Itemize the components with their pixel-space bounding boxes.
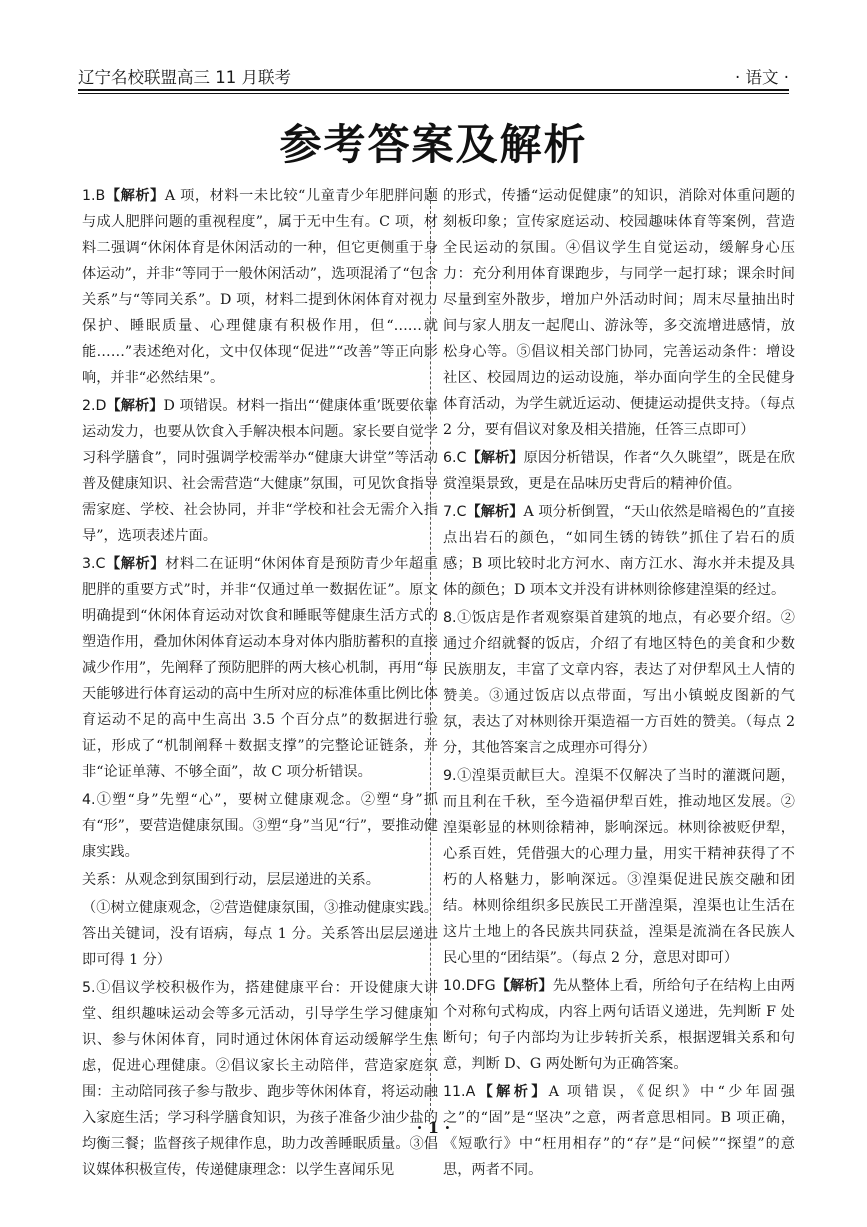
right-column xyxy=(443,183,795,1185)
answer-item: 5.①倡议学校积极作为，搭建健康平台：开设健康大讲堂、组织趣味运动会等多元活动，引导学生学习健康知识、参与休闲体育，同时通过休闲体育运动缓解学生焦虑，促进心理健康。②倡议家长主动陪伴，营造家庭氛围：主动陪同孩子参与散步、跑步等休闲体育，将运动融入家庭生活；学习科学膳食知识，为孩子准备少油少盐的均衡三餐；监督孩子规律作息，助力改善睡眠质量。③倡议媒体积极宣传，传递健康理念：以学生喜闻乐见 xyxy=(82,980,438,1178)
answer-item: 1.B【解析】A 项，材料一未比较“儿童青少年肥胖问题与成人肥胖问题的重视程度”，属于无中生有。C 项，材料二强调“休闲体育是休闲活动的一种，但它更侧重于身体运动”，并非“等同于一般休闲活动”，选项混淆了“包含关系”与“等同关系”。D 项，材料二提到休闲体育对视力保护、睡眠质量、心理健康有积极作用，但“……就能……”表述绝对化，文中仅体现“促进”“改善”等正向影响，并非“必然结果”。 xyxy=(82,188,438,386)
left-column xyxy=(82,183,438,1185)
header-rule-thin xyxy=(78,93,789,94)
answer-item: 11.A【解析】A 项错误，《促织》中“少年固强之”的“固”是“坚决”之意，两者意思相同。B 项正确，《短歌行》中“枉用相存”的“存”是“问候”“探望”的意思，两者不同。 xyxy=(443,1084,795,1178)
header-rule xyxy=(78,89,789,91)
answer-item: 6.C【解析】原因分析错误，作者“久久眺望”，既是在欣赏湟渠景致，更是在品味历史背后的精神价值。 xyxy=(443,450,795,492)
page-header xyxy=(78,58,789,88)
answer-item: 7.C【解析】A 项分析倒置，“天山依然是暗褐色的”直接点出岩石的颜色，“如同生锈的铸铁”抓住了岩石的质感；B 项比较时北方河水、南方江水、海水并未提及具体的颜色；D 项本文并没有讲林则徐修建湟渠的经过。 xyxy=(443,504,795,598)
exam-title: 辽宁名校联盟高三 11 月联考 xyxy=(78,68,291,87)
answer-item: 9.①湟渠贡献巨大。湟渠不仅解决了当时的灌溉问题，而且利在千秋，至今造福伊犁百姓，推动地区发展。②湟渠彰显的林则徐精神，影响深远。林则徐被贬伊犁，心系百姓，凭借强大的心理力量，用实干精神获得了不朽的人格魅力，影响深远。③湟渠促进民族交融和团结。林则徐组织多民族民工开凿湟渠，湟渠也让生活在这片土地上的各民族共同获益，湟渠是流淌在各民族人民心里的“团结渠”。（每点 2 分，意思对即可） xyxy=(443,768,795,966)
column-divider xyxy=(430,186,431,1111)
answer-item: 10.DFG【解析】先从整体上看，所给句子在结构上由两个对称句式构成，内容上两句话语义递进，先判断 F 处断句；句子内部均为让步转折关系，根据逻辑关系和句意，判断 D、G 两处断句为正确答案。 xyxy=(443,978,795,1072)
answer-item: （①树立健康观念，②营造健康氛围，③推动健康实践。答出关键词，没有语病，每点 1 分。关系答出层层递进即可得 1 分） xyxy=(82,900,438,968)
subject-label: · 语文 · xyxy=(735,68,789,87)
page-title: 参考答案及解析 xyxy=(279,120,588,169)
answer-item: 3.C【解析】材料二在证明“休闲体育是预防青少年超重肥胖的重要方式”时，并非“仅通过单一数据佐证”。原文明确提到“休闲体育运动对饮食和睡眠等健康生活方式的塑造作用，叠加休闲体育运动本身对体内脂肪蓄积的直接减少作用”，先阐释了预防肥胖的两大核心机制，再用“每天能够进行体育运动的高中生所对应的标准体重比例比体育运动不足的高中生高出 3.5 个百分点”的数据进行验证，形成了“机制阐释＋数据支撑”的完整论证链条，并非“论证单薄、不够全面”，故 C 项分析错误。 xyxy=(82,556,438,780)
answer-item: 关系：从观念到氛围到行动，层层递进的关系。 xyxy=(82,872,380,888)
answer-item: 2.D【解析】D 项错误。材料一指出“‘健康体重’既要依靠运动发力，也要从饮食入手解决根本问题。家长要自觉学习科学膳食”，同时强调学校需举办“健康大讲堂”等活动普及健康知识、社会需营造“大健康”氛围，可见饮食指导需家庭、学校、社会协同，并非“学校和社会无需介入指导”，选项表述片面。 xyxy=(82,398,438,544)
answer-item: 4.①塑“身”先塑“心”，要树立健康观念。②塑“身”抓有“形”，要营造健康氛围。③塑“身”当见“行”，要推动健康实践。 xyxy=(82,792,438,860)
answer-item: 的形式，传播“运动促健康”的知识，消除对体重问题的刻板印象；宣传家庭运动、校园趣味体育等案例，营造全民运动的氛围。④倡议学生自觉运动，缓解身心压力：充分利用体育课跑步，与同学一起打球；课余时间尽量到室外散步，增加户外活动时间；周末尽量抽出时间与家人朋友一起爬山、游泳等，多交流增进感情，放松身心等。⑤倡议相关部门协同，完善运动条件：增设社区、校园周边的运动设施，举办面向学生的全民健身体育活动，为学生就近运动、便捷运动提供支持。（每点 2 分，要有倡议对象及相关措施，任答三点即可） xyxy=(443,188,795,438)
page-number: · 1 · xyxy=(416,1118,451,1137)
answer-item: 8.①饭店是作者观察渠首建筑的地点，有必要介绍。②通过介绍就餐的饭店，介绍了有地区特色的美食和少数民族朋友，丰富了文章内容，表达了对伊犁风土人情的赞美。③通过饭店以点带面，写出小镇蜕皮图新的气氛，表达了对林则徐开渠造福一方百姓的赞美。（每点 2 分，其他答案言之成理亦可得分） xyxy=(443,610,795,756)
